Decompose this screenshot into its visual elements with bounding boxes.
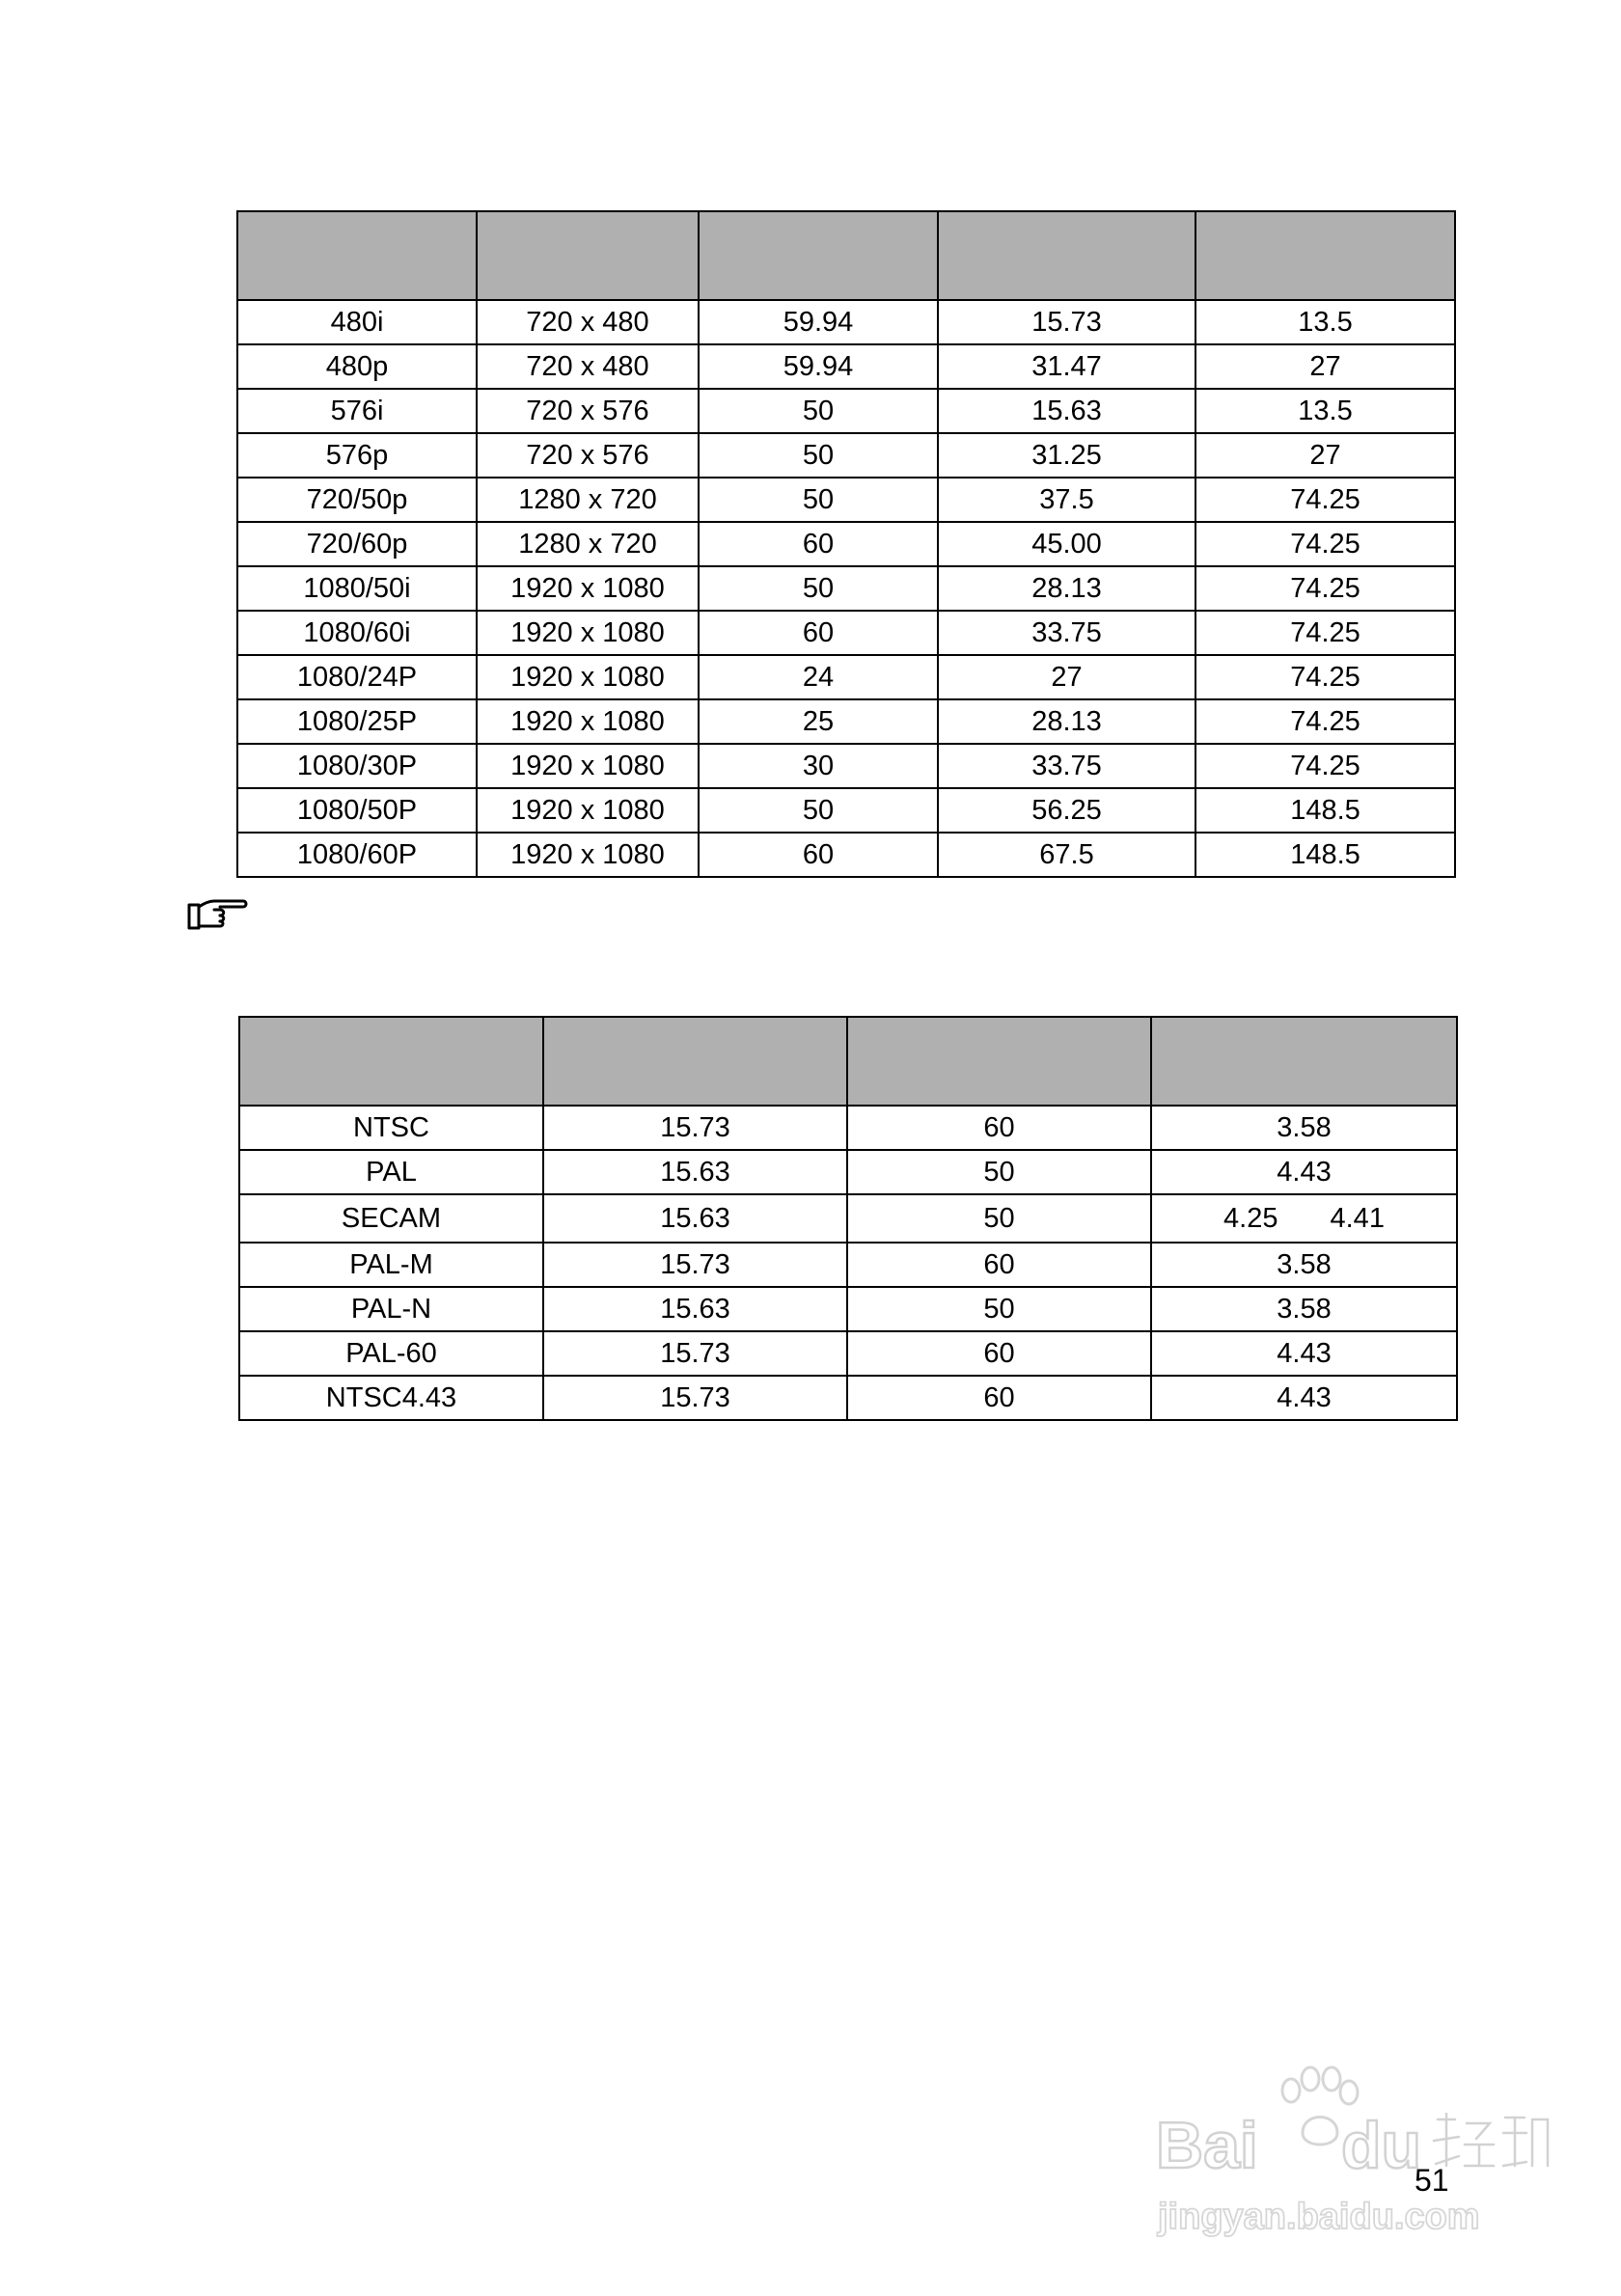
table-row bbox=[237, 744, 1455, 788]
table-row bbox=[237, 833, 1455, 877]
table-cell: 480i bbox=[237, 300, 477, 344]
table-cell: NTSC bbox=[239, 1106, 543, 1150]
table-cell: 74.25 bbox=[1195, 478, 1455, 522]
table-cell: 576p bbox=[237, 433, 477, 478]
table-cell: 60 bbox=[699, 522, 938, 566]
table-cell: 576i bbox=[237, 389, 477, 433]
table-header-row bbox=[239, 1017, 1457, 1106]
table-row bbox=[237, 433, 1455, 478]
table-row bbox=[239, 1376, 1457, 1420]
table-row bbox=[239, 1331, 1457, 1376]
table-cell: 1080/60P bbox=[237, 833, 477, 877]
table-cell: 1920 x 1080 bbox=[477, 655, 699, 699]
table-row bbox=[239, 1106, 1457, 1150]
table-cell: 720/60p bbox=[237, 522, 477, 566]
hdtv-timing-table bbox=[236, 210, 1456, 878]
table-row bbox=[237, 611, 1455, 655]
table-cell: 3.58 bbox=[1151, 1243, 1457, 1287]
table-cell: 1920 x 1080 bbox=[477, 566, 699, 611]
table-cell: PAL-N bbox=[239, 1287, 543, 1331]
table-cell: 60 bbox=[847, 1331, 1151, 1376]
subcarrier-low: 4.25 bbox=[1223, 1202, 1278, 1234]
table-cell: 60 bbox=[847, 1243, 1151, 1287]
table-cell: 15.63 bbox=[543, 1287, 847, 1331]
table-cell: 720 x 576 bbox=[477, 389, 699, 433]
table-cell: 1920 x 1080 bbox=[477, 744, 699, 788]
table-row bbox=[239, 1243, 1457, 1287]
baidu-jingyan-watermark bbox=[1148, 2040, 1553, 2243]
table-cell: 1920 x 1080 bbox=[477, 611, 699, 655]
table-cell: 60 bbox=[699, 611, 938, 655]
table-cell: PAL-M bbox=[239, 1243, 543, 1287]
page-number: 51 bbox=[1415, 2163, 1449, 2198]
svg-text:Bai: Bai bbox=[1156, 2109, 1258, 2182]
header-cell bbox=[1151, 1017, 1457, 1106]
sdtv-timing-table bbox=[238, 1016, 1458, 1421]
table-cell: 148.5 bbox=[1195, 833, 1455, 877]
table-row bbox=[239, 1194, 1457, 1243]
table-cell: 30 bbox=[699, 744, 938, 788]
table-cell: 27 bbox=[1195, 344, 1455, 389]
table-cell: 25 bbox=[699, 699, 938, 744]
table-cell: 15.63 bbox=[543, 1150, 847, 1194]
table-cell: 50 bbox=[699, 478, 938, 522]
table-header-row bbox=[237, 211, 1455, 300]
table-cell: 33.75 bbox=[938, 744, 1195, 788]
table-cell: 1080/50P bbox=[237, 788, 477, 833]
table-cell: 1080/30P bbox=[237, 744, 477, 788]
table-cell: SECAM bbox=[239, 1194, 543, 1243]
table-cell: 1080/50i bbox=[237, 566, 477, 611]
table-cell: 15.73 bbox=[543, 1331, 847, 1376]
table-cell: 3.58 bbox=[1151, 1106, 1457, 1150]
table-cell: 50 bbox=[699, 389, 938, 433]
table-cell: 15.73 bbox=[543, 1376, 847, 1420]
table-cell: 1920 x 1080 bbox=[477, 788, 699, 833]
table-cell: 50 bbox=[699, 788, 938, 833]
table-row bbox=[237, 788, 1455, 833]
table-cell: 13.5 bbox=[1195, 300, 1455, 344]
table-cell: 28.13 bbox=[938, 566, 1195, 611]
table-cell: 67.5 bbox=[938, 833, 1195, 877]
table-cell bbox=[1151, 1194, 1457, 1243]
table-cell: 15.63 bbox=[543, 1194, 847, 1243]
table-cell: 60 bbox=[847, 1106, 1151, 1150]
table-row bbox=[237, 655, 1455, 699]
table-cell: 50 bbox=[699, 433, 938, 478]
table-cell: 24 bbox=[699, 655, 938, 699]
pointing-hand-icon bbox=[185, 895, 249, 934]
table-cell: 74.25 bbox=[1195, 744, 1455, 788]
table-row bbox=[237, 566, 1455, 611]
table-cell: 1920 x 1080 bbox=[477, 833, 699, 877]
table-cell: 27 bbox=[1195, 433, 1455, 478]
table-cell: 27 bbox=[938, 655, 1195, 699]
table-cell: 74.25 bbox=[1195, 522, 1455, 566]
table-cell: 60 bbox=[699, 833, 938, 877]
table-cell: 15.73 bbox=[543, 1243, 847, 1287]
table-row bbox=[239, 1150, 1457, 1194]
table-cell: 74.25 bbox=[1195, 566, 1455, 611]
table-cell: 56.25 bbox=[938, 788, 1195, 833]
table-cell: 59.94 bbox=[699, 344, 938, 389]
header-cell bbox=[477, 211, 699, 300]
table-cell: 3.58 bbox=[1151, 1287, 1457, 1331]
table-cell: 720 x 480 bbox=[477, 344, 699, 389]
table-cell: 1080/24P bbox=[237, 655, 477, 699]
table-row bbox=[237, 699, 1455, 744]
table-cell: 50 bbox=[847, 1194, 1151, 1243]
table-cell: 74.25 bbox=[1195, 611, 1455, 655]
table-cell: 45.00 bbox=[938, 522, 1195, 566]
table-cell: 1280 x 720 bbox=[477, 522, 699, 566]
svg-text:du: du bbox=[1341, 2109, 1422, 2182]
table-row bbox=[237, 522, 1455, 566]
table-cell: 480p bbox=[237, 344, 477, 389]
table-cell: PAL bbox=[239, 1150, 543, 1194]
header-cell bbox=[699, 211, 938, 300]
table-cell: 15.73 bbox=[938, 300, 1195, 344]
table-cell: 50 bbox=[847, 1150, 1151, 1194]
table-cell: 33.75 bbox=[938, 611, 1195, 655]
table-cell: 31.47 bbox=[938, 344, 1195, 389]
header-cell bbox=[938, 211, 1195, 300]
table-cell: 59.94 bbox=[699, 300, 938, 344]
table-cell: 1920 x 1080 bbox=[477, 699, 699, 744]
svg-text:jingyan.baidu.com: jingyan.baidu.com bbox=[1158, 2197, 1480, 2237]
table-row bbox=[239, 1287, 1457, 1331]
table-cell: 15.63 bbox=[938, 389, 1195, 433]
table-cell: 4.43 bbox=[1151, 1376, 1457, 1420]
table-row bbox=[237, 344, 1455, 389]
table-cell: 720/50p bbox=[237, 478, 477, 522]
table-cell: 74.25 bbox=[1195, 655, 1455, 699]
table-cell: 74.25 bbox=[1195, 699, 1455, 744]
table-cell: 1280 x 720 bbox=[477, 478, 699, 522]
header-cell bbox=[847, 1017, 1151, 1106]
table-cell: 1080/60i bbox=[237, 611, 477, 655]
table-cell: 15.73 bbox=[543, 1106, 847, 1150]
table-cell: 4.43 bbox=[1151, 1331, 1457, 1376]
table-cell: 37.5 bbox=[938, 478, 1195, 522]
table-cell: 28.13 bbox=[938, 699, 1195, 744]
table-cell: NTSC4.43 bbox=[239, 1376, 543, 1420]
table-cell: PAL-60 bbox=[239, 1331, 543, 1376]
table-cell: 50 bbox=[847, 1287, 1151, 1331]
table-row bbox=[237, 300, 1455, 344]
table-cell: 148.5 bbox=[1195, 788, 1455, 833]
table-cell: 1080/25P bbox=[237, 699, 477, 744]
header-cell bbox=[543, 1017, 847, 1106]
table-row bbox=[237, 389, 1455, 433]
table-cell: 50 bbox=[699, 566, 938, 611]
subcarrier-range bbox=[1223, 1203, 1385, 1235]
table-cell: 720 x 480 bbox=[477, 300, 699, 344]
header-cell bbox=[237, 211, 477, 300]
header-cell bbox=[1195, 211, 1455, 300]
table-cell: 31.25 bbox=[938, 433, 1195, 478]
table-row bbox=[237, 478, 1455, 522]
table-cell: 60 bbox=[847, 1376, 1151, 1420]
table-cell: 13.5 bbox=[1195, 389, 1455, 433]
table-cell: 4.43 bbox=[1151, 1150, 1457, 1194]
subcarrier-high: 4.41 bbox=[1330, 1202, 1385, 1234]
table-cell: 720 x 576 bbox=[477, 433, 699, 478]
header-cell bbox=[239, 1017, 543, 1106]
